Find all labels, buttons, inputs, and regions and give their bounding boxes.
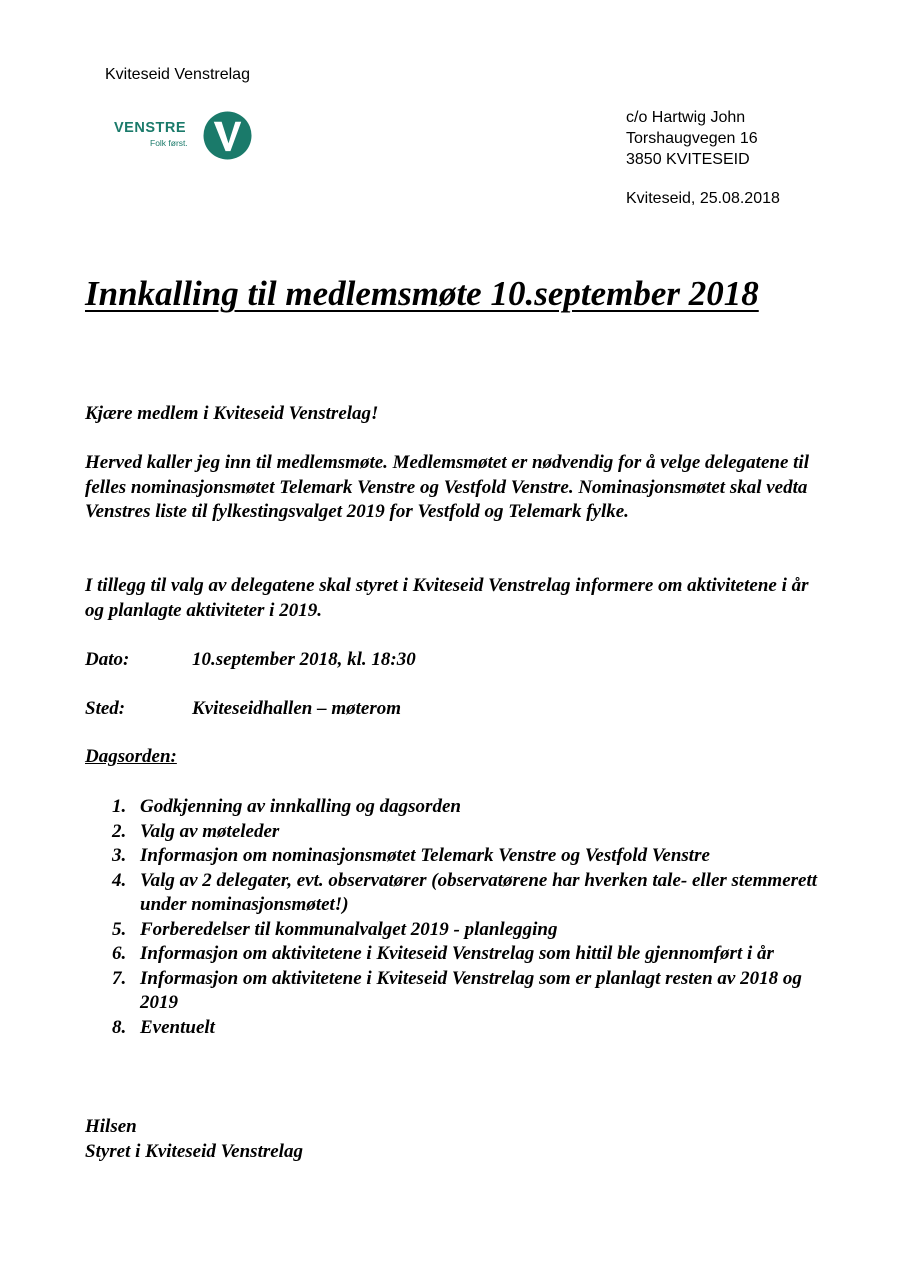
location-value: Kviteseidhallen – møterom (192, 698, 401, 719)
agenda-heading: Dagsorden: (85, 746, 177, 767)
agenda-item (85, 942, 825, 967)
paragraph: I tillegg til valg av delegatene skal styret i Kviteseid Venstrelag informere om aktivitetene i år og planlagte aktiviteter i 2019. (85, 575, 809, 621)
organization-name: Kviteseid Venstrelag (105, 66, 250, 83)
agenda-number: 8. (112, 1016, 127, 1038)
address-line: Torshaugvegen 16 (626, 130, 758, 147)
agenda-text: Informasjon om aktivitetene i Kviteseid Venstrelag som hittil ble gjennomført i år (140, 943, 774, 964)
agenda-list (85, 795, 825, 1040)
signature: Styret i Kviteseid Venstrelag (85, 1141, 303, 1162)
agenda-number: 6. (112, 943, 127, 964)
agenda-item (85, 869, 825, 918)
agenda-text: Informasjon om aktivitetene i Kviteseid Venstrelag som er planlagt resten av 2018 og 2019 (140, 967, 802, 1013)
closing: Hilsen (85, 1116, 137, 1137)
agenda-text: Informasjon om nominasjonsmøtet Telemark Venstre og Vestfold Venstre (140, 845, 710, 866)
paragraph: Herved kaller jeg inn til medlemsmøte. Medlemsmøtet er nødvendig for å velge delegatene til felles nominasjonsmøtet Telemark Venstre og Vestfold Venstre. Nominasjonsmøtet skal vedta Venstres liste til fylkestingsvalget 2019 for Vestfold og Telemark fylke. (85, 452, 809, 522)
address-line: c/o Hartwig John (626, 109, 746, 126)
agenda-number: 3. (112, 845, 127, 866)
greeting: Kjære medlem i Kviteseid Venstrelag! (85, 403, 379, 424)
venstre-v-icon (203, 111, 252, 160)
agenda-item (85, 795, 825, 820)
place-date: Kviteseid, 25.08.2018 (626, 190, 780, 207)
location-label: Sted: (85, 698, 126, 719)
date-label: Dato: (85, 649, 130, 670)
logo-tagline: Folk først. (150, 138, 188, 148)
agenda-number: 1. (112, 796, 127, 817)
agenda-item (85, 918, 825, 943)
agenda-text: Valg av møteleder (140, 820, 280, 842)
agenda-item (85, 820, 825, 845)
agenda-number: 7. (112, 967, 127, 989)
agenda-text: Forberedelser til kommunalvalget 2019 - planlegging (140, 918, 558, 940)
agenda-text: Eventuelt (140, 1016, 215, 1038)
logo-wordmark: VENSTRE (114, 120, 186, 136)
agenda-number: 4. (112, 869, 127, 891)
date-value: 10.september 2018, kl. 18:30 (192, 649, 416, 670)
agenda-item (85, 1016, 825, 1041)
address-line: 3850 KVITESEID (626, 151, 750, 168)
address-block (626, 107, 758, 170)
agenda-number: 5. (112, 918, 127, 940)
agenda-item (85, 844, 825, 869)
agenda-item (85, 967, 825, 1016)
document-title: Innkalling til medlemsmøte 10.september 2018 (85, 274, 759, 313)
agenda-text: Valg av 2 delegater, evt. observatører (observatørene har hverken tale- eller stemmerett under nominasjonsmøtet!) (140, 869, 818, 915)
venstre-logo (114, 111, 254, 161)
agenda-number: 2. (112, 820, 127, 842)
agenda-text: Godkjenning av innkalling og dagsorden (140, 796, 461, 817)
